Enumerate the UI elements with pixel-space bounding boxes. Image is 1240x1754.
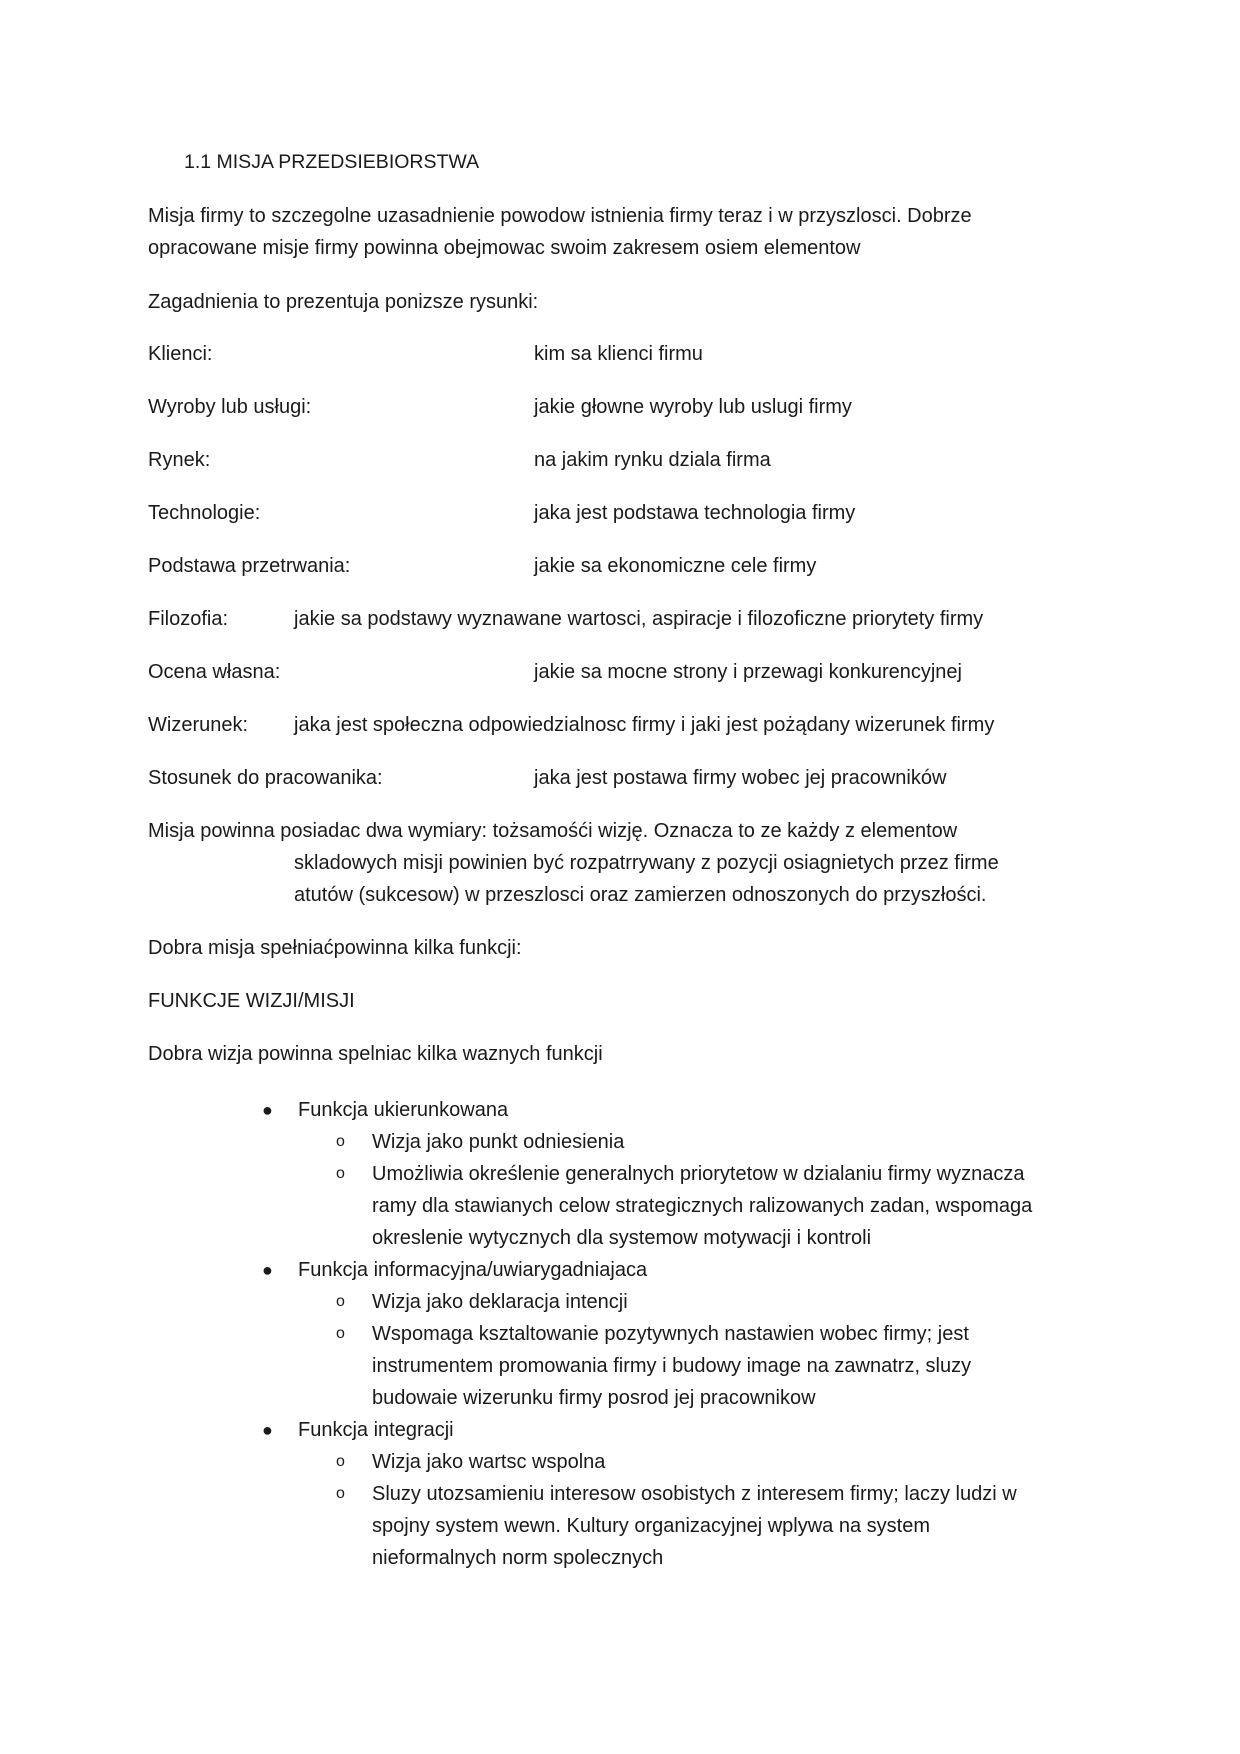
element-description: jaka jest podstawa technologia firmy bbox=[534, 502, 856, 524]
circle-bullet-icon: o bbox=[336, 1325, 345, 1342]
element-description: jaka jest społeczna odpowiedzialnosc firmy i jaki jest pożądany wizerunek firmy bbox=[294, 714, 995, 736]
dimensions-line: atutów (sukcesow) w przeszlosci oraz zamierzen odnoszonych do przyszłości. bbox=[294, 884, 987, 906]
function-subitem bbox=[148, 1126, 1108, 1158]
subitem-line: Wizja jako punkt odniesienia bbox=[372, 1131, 625, 1153]
bullet-icon: ● bbox=[262, 1260, 273, 1280]
dimensions-line: Misja powinna posiadac dwa wymiary: tożsamośći wizję. Oznacza to ze każdy z elementow bbox=[148, 820, 958, 842]
subitem-line: Wizja jako deklaracja intencji bbox=[372, 1291, 628, 1313]
function-item bbox=[148, 1254, 1108, 1286]
intro-paragraph: Misja firmy to szczegolne uzasadnienie powodow istnienia firmy teraz i w przyszlosci. Dobrze opracowane misje firmy powinna obejmowac swoim zakresem osiem elementow bbox=[148, 205, 972, 259]
circle-bullet-icon: o bbox=[336, 1485, 345, 1502]
element-description: jakie sa ekonomiczne cele firmy bbox=[534, 555, 817, 577]
element-description: jakie sa mocne strony i przewagi konkurencyjnej bbox=[534, 661, 962, 683]
element-label: Filozofia: bbox=[148, 608, 229, 630]
section-heading: 1.1 MISJA PRZEDSIEBIORSTWA bbox=[184, 151, 480, 173]
element-label: Wizerunek: bbox=[148, 714, 249, 736]
subitem-line: okreslenie wytycznych dla systemow motywacji i kontroli bbox=[372, 1227, 872, 1249]
element-row-podstawa bbox=[148, 550, 1108, 582]
function-title: Funkcja informacyjna/uwiarygadniajaca bbox=[298, 1259, 648, 1281]
function-title: Funkcja ukierunkowana bbox=[298, 1099, 509, 1121]
element-label: Stosunek do pracowanika: bbox=[148, 767, 383, 789]
subitem-line: Sluzy utozsamieniu interesow osobistych z interesem firmy; laczy ludzi w bbox=[372, 1483, 1017, 1505]
function-title: Funkcja integracji bbox=[298, 1419, 454, 1441]
subitem-line: nieformalnych norm spolecznych bbox=[372, 1547, 664, 1569]
good-vision-line: Dobra wizja powinna spelniac kilka waznych funkcji bbox=[148, 1043, 603, 1065]
figures-intro-line: Zagadnienia to prezentuja ponizsze rysunki: bbox=[148, 291, 539, 313]
element-row-klienci bbox=[148, 338, 1108, 370]
element-row-wizerunek bbox=[148, 709, 1108, 741]
element-description: jakie głowne wyroby lub uslugi firmy bbox=[534, 396, 852, 418]
element-label: Wyroby lub usługi: bbox=[148, 396, 312, 418]
element-row-rynek bbox=[148, 444, 1108, 476]
element-description: jaka jest postawa firmy wobec jej pracowników bbox=[534, 767, 947, 789]
element-description: na jakim rynku dziala firma bbox=[534, 449, 771, 471]
element-row-technologie bbox=[148, 497, 1108, 529]
circle-bullet-icon: o bbox=[336, 1293, 345, 1310]
function-subitem bbox=[148, 1446, 1108, 1478]
element-row-wyroby bbox=[148, 391, 1108, 423]
element-label: Podstawa przetrwania: bbox=[148, 555, 351, 577]
subitem-line: instrumentem promowania firmy i budowy image na zawnatrz, sluzy bbox=[372, 1355, 972, 1377]
function-subitem bbox=[148, 1158, 1108, 1254]
subitem-line: ramy dla stawianych celow strategicznych ralizowanych zadan, wspomaga bbox=[372, 1195, 1033, 1217]
element-label: Technologie: bbox=[148, 502, 261, 524]
circle-bullet-icon: o bbox=[336, 1165, 345, 1182]
element-label: Ocena własna: bbox=[148, 661, 281, 683]
good-mission-line: Dobra misja spełniaćpowinna kilka funkcji: bbox=[148, 937, 522, 959]
dimensions-paragraph bbox=[148, 815, 1108, 911]
functions-title: FUNKCJE WIZJI/MISJI bbox=[148, 990, 355, 1012]
function-item bbox=[148, 1414, 1108, 1446]
element-row-filozofia bbox=[148, 603, 1108, 635]
subitem-line: Wspomaga ksztaltowanie pozytywnych nastawien wobec firmy; jest bbox=[372, 1323, 969, 1345]
subitem-line: budowaie wizerunku firmy posrod jej pracownikow bbox=[372, 1387, 816, 1409]
function-subitem bbox=[148, 1478, 1108, 1574]
circle-bullet-icon: o bbox=[336, 1453, 345, 1470]
element-label: Rynek: bbox=[148, 449, 211, 471]
element-row-ocena bbox=[148, 656, 1108, 688]
subitem-line: Wizja jako wartsc wspolna bbox=[372, 1451, 606, 1473]
circle-bullet-icon: o bbox=[336, 1133, 345, 1150]
bullet-icon: ● bbox=[262, 1100, 273, 1120]
functions-list bbox=[148, 1094, 1108, 1574]
element-description: jakie sa podstawy wyznawane wartosci, aspiracje i filozoficzne priorytety firmy bbox=[294, 608, 984, 630]
subitem-line: Umożliwia określenie generalnych priorytetow w dzialaniu firmy wyznacza bbox=[372, 1163, 1025, 1185]
function-subitem bbox=[148, 1318, 1108, 1414]
dimensions-line: skladowych misji powinien być rozpatrrywany z pozycji osiagnietych przez firme bbox=[294, 852, 999, 874]
subitem-line: spojny system wewn. Kultury organizacyjnej wplywa na system bbox=[372, 1515, 930, 1537]
element-label: Klienci: bbox=[148, 343, 213, 365]
bullet-icon: ● bbox=[262, 1420, 273, 1440]
function-subitem bbox=[148, 1286, 1108, 1318]
function-item bbox=[148, 1094, 1108, 1126]
element-row-stosunek bbox=[148, 762, 1108, 794]
element-description: kim sa klienci firmu bbox=[534, 343, 703, 365]
